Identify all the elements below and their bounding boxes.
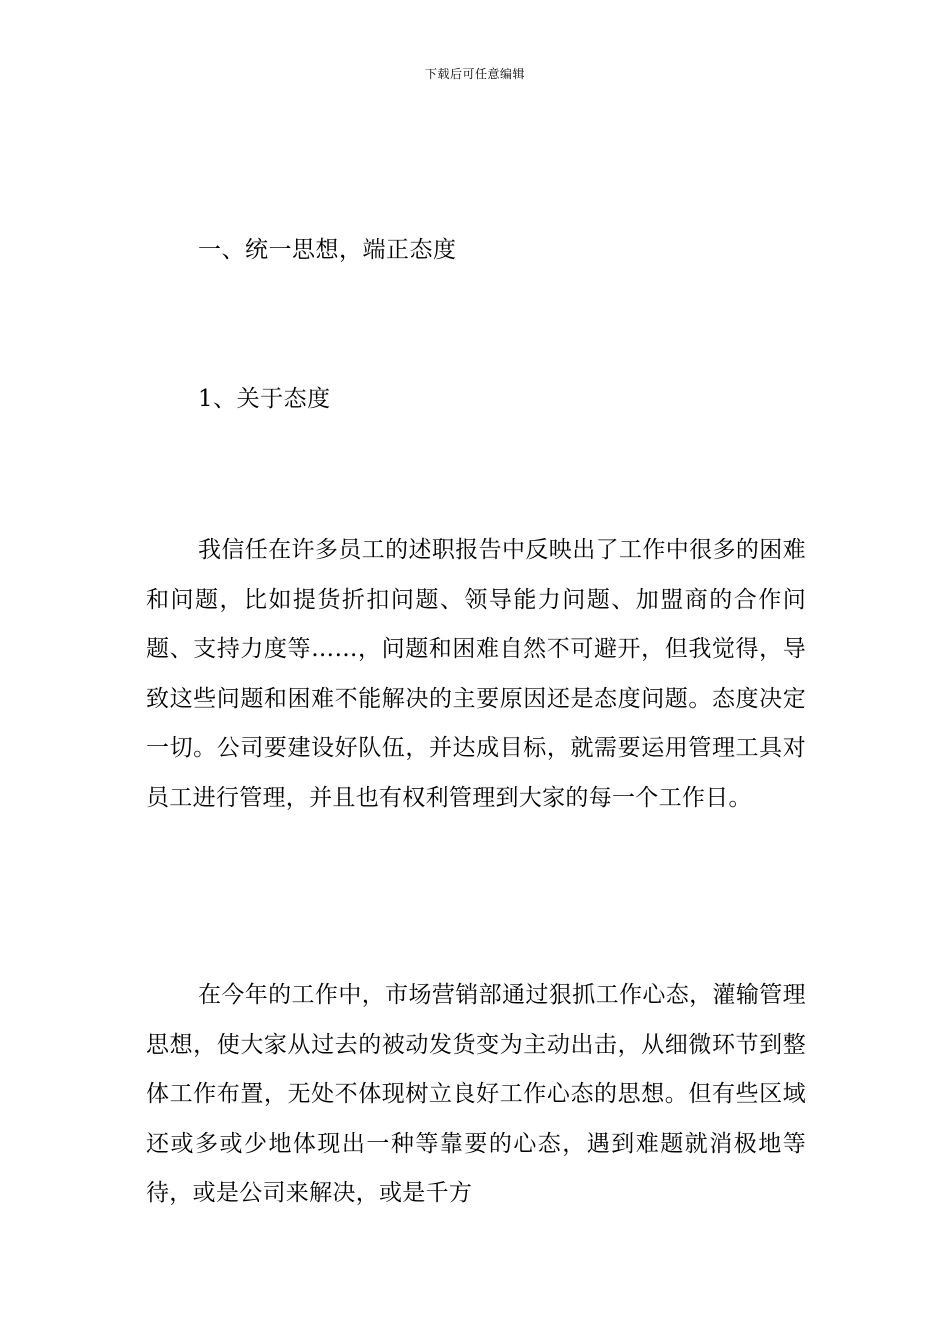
section-subheading: 1、关于态度 [198, 386, 331, 412]
section-heading: 一、统一思想，端正态度 [198, 237, 457, 263]
body-paragraph-2: 在今年的工作中，市场营销部通过狠抓工作心态，灌输管理思想，使大家从过去的被动发货变为主动出击，从细微环节到整体工作布置，无处不体现树立良好工作心态的思想。但有些区域还或多或少地体现出一种等靠要的心态，遇到难题就消极地等待，或是公司来解决，或是千方 [146, 982, 806, 1206]
body-paragraph-1: 我信任在许多员工的述职报告中反映出了工作中很多的困难和问题，比如提货折扣问题、领导能力问题、加盟商的合作问题、支持力度等……，问题和困难自然不可避开，但我觉得，导致这些问题和困难不能解决的主要原因还是态度问题。态度决定一切。公司要建设好队伍，并达成目标，就需要运用管理工具对员工进行管理，并且也有权利管理到大家的每一个工作日。 [146, 537, 806, 811]
page-header-note: 下载后可任意编辑 [424, 67, 525, 81]
